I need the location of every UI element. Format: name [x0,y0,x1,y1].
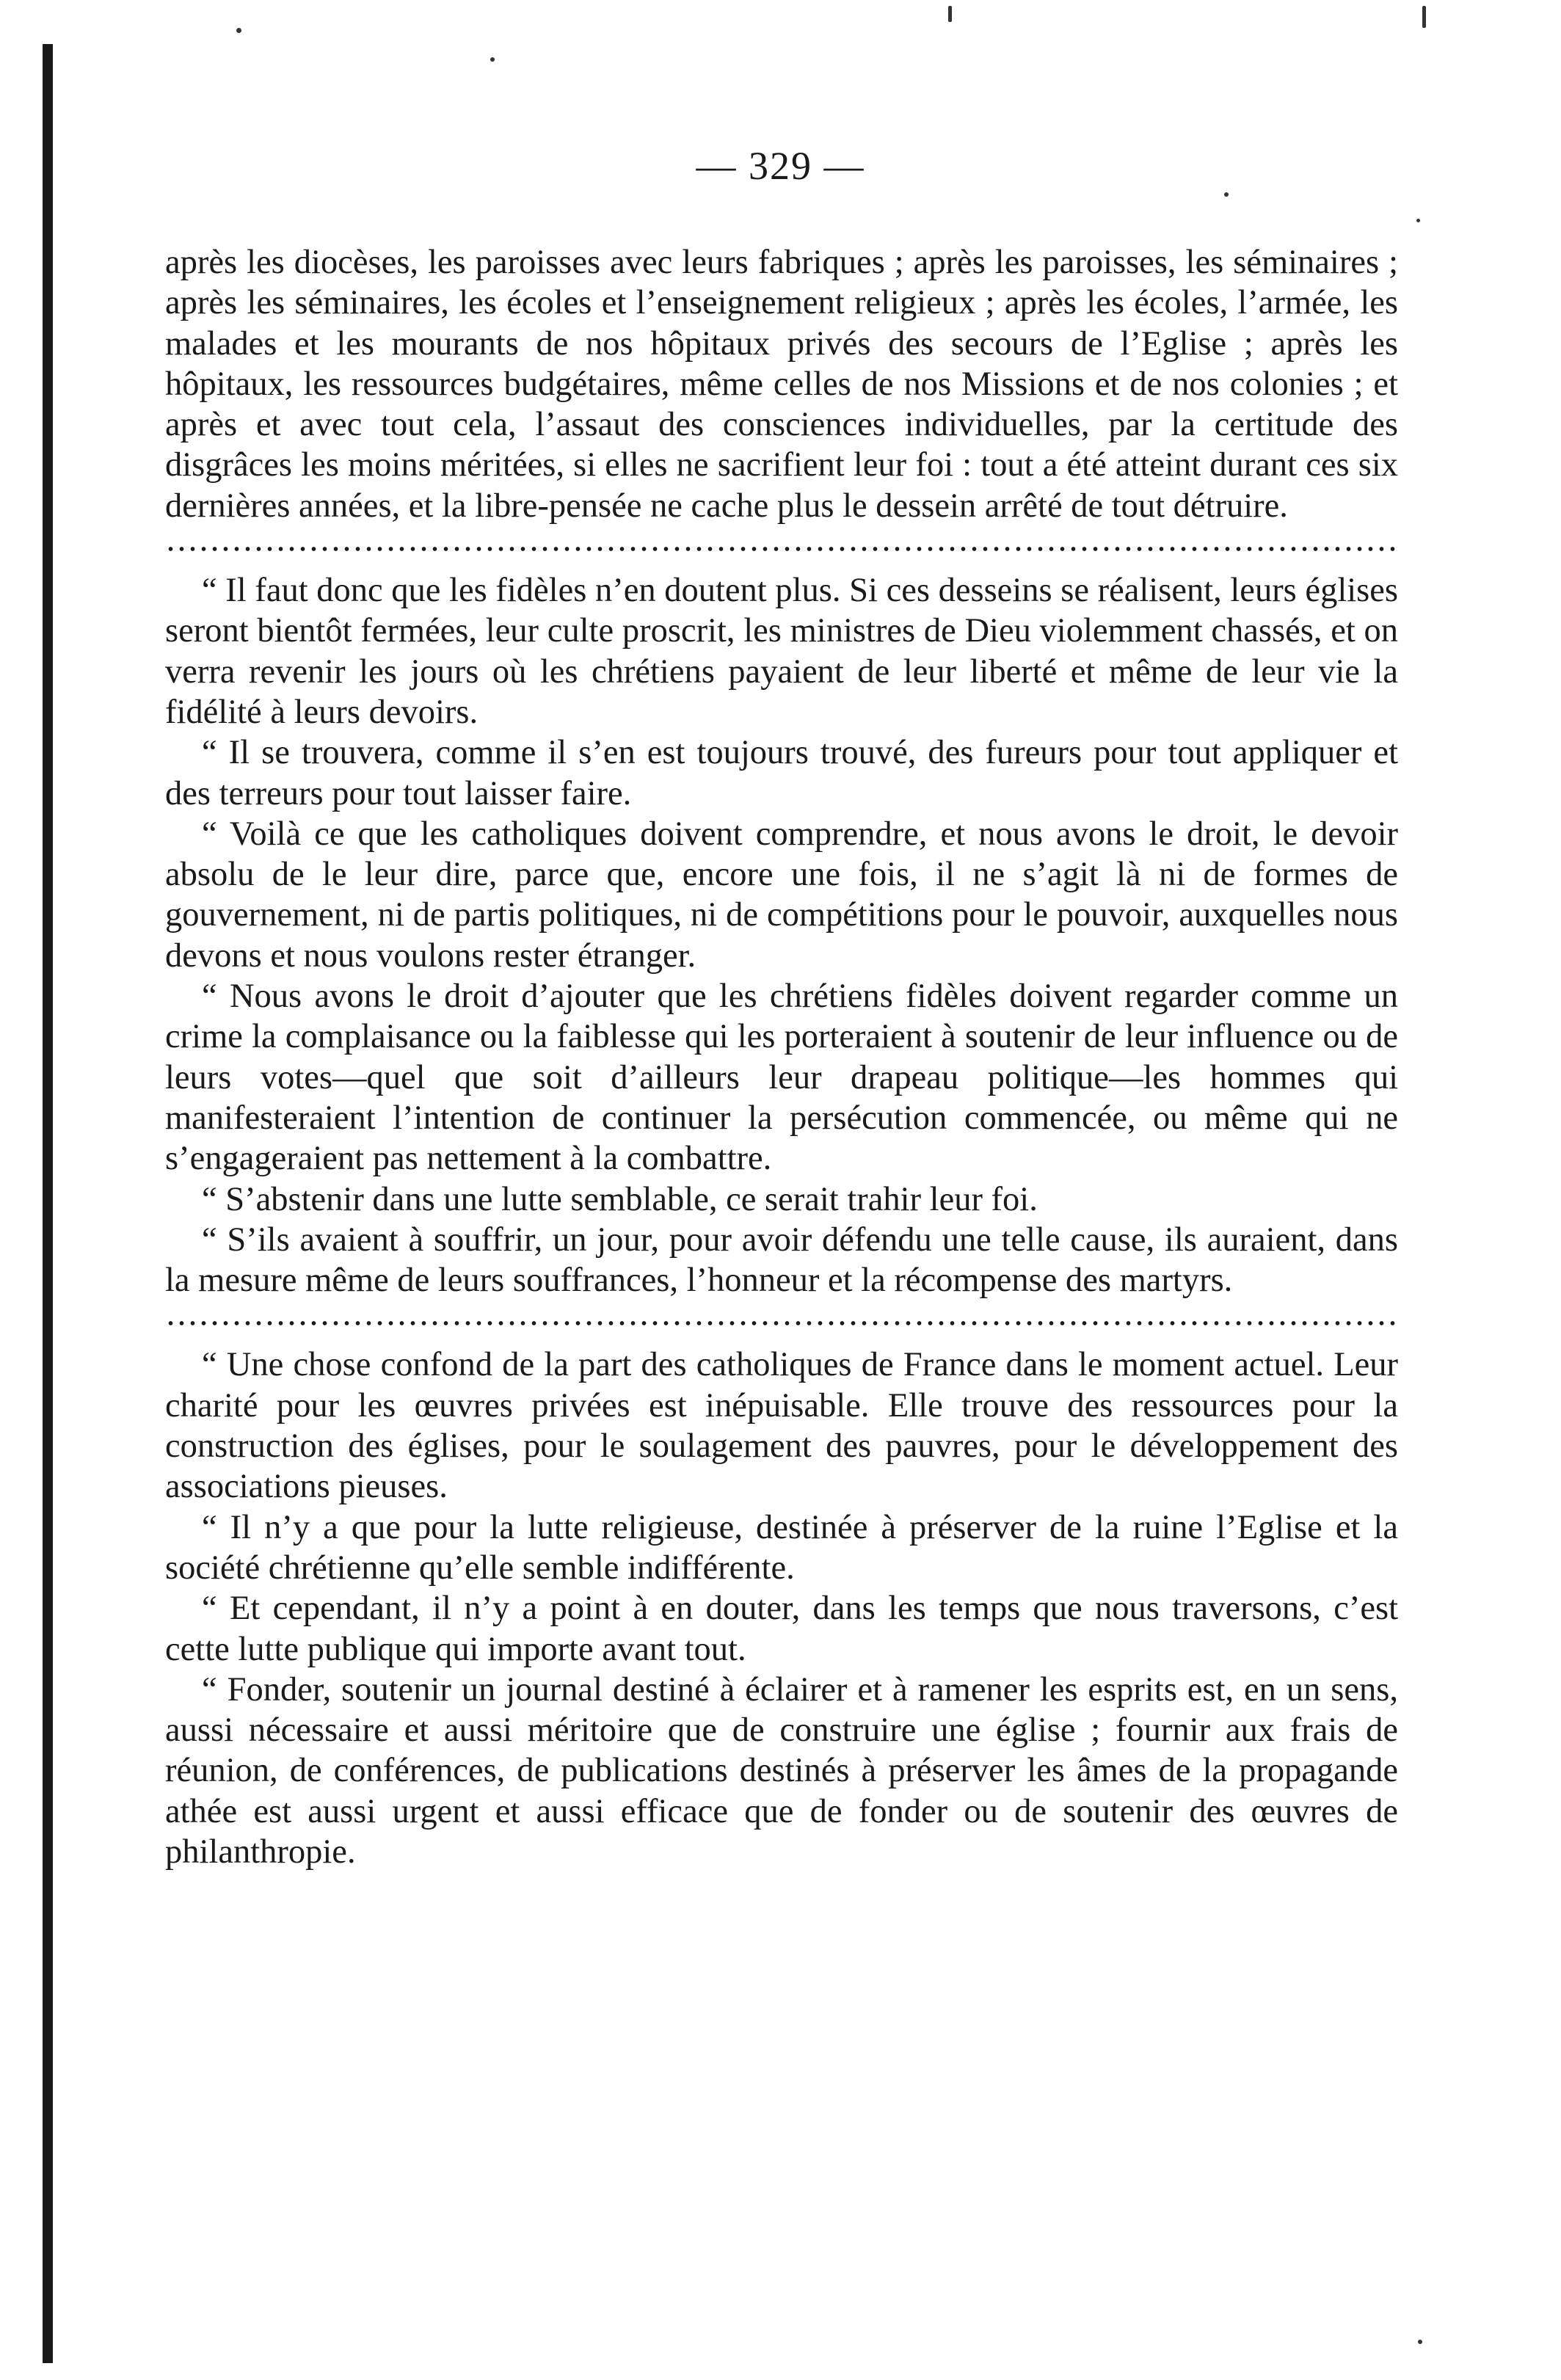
ink-speck [948,6,952,22]
paragraph: “ Une chose confond de la part des catholiques de France dans le moment actuel. Leur charité pour les œuvres privées est inépuisable. Elle trouve des ressources pour la construction des églises, pour le soulagement des pauvres, pour le développement des associations pieuses. [165,1346,1398,1506]
paragraph: “ Il faut donc que les fidèles n’en doutent plus. Si ces desseins se réalisent, leurs églises seront bientôt fermées, leur culte proscrit, les ministres de Dieu violemment chassés, et on verra revenir les jours où les chrétiens payaient de leur liberté et même de leur vie la fidélité à leurs devoirs. [165,572,1398,731]
paragraph: “ S’abstenir dans une lutte semblable, ce serait trahir leur foi. [202,1180,1038,1218]
dotted-separator [165,528,1398,569]
ink-speck [1416,219,1420,222]
ink-speck [1224,192,1229,197]
ink-speck [490,57,495,62]
paragraph: “ Nous avons le droit d’ajouter que les chrétiens fidèles doivent regarder comme un crime la complaisance ou la faiblesse qui les porteraient à soutenir de leur influence ou de leurs votes—quel que soit d’ailleurs leur drapeau politique—les hommes qui manifesteraient l’intention de continuer la persécution commencée, ou même qui ne s’engageraient pas nettement à la combattre. [165,978,1398,1178]
body-text [165,242,1398,1872]
ink-speck [1418,2340,1422,2344]
paragraph: “ Fonder, soutenir un journal destiné à éclairer et à ramener les esprits est, en un sens, aussi nécessaire et aussi méritoire que de construire une église ; fournir aux frais de réunion, de conférences, de publications destinés à préserver les âmes de la propagande athée est aussi urgent et aussi efficace que de fonder ou de soutenir des œuvres de philanthropie. [165,1670,1398,1871]
page-edge-shadow [43,44,53,2363]
paragraph: “ Et cependant, il n’y a point à en douter, dans les temps que nous traversons, c’est cette lutte publique qui importe avant tout. [165,1590,1398,1668]
paragraph: “ S’ils avaient à souffrir, un jour, pour avoir défendu une telle cause, ils auraient, dans la mesure même de leurs souffrances, l’honneur et la récompense des martyrs. [165,1220,1398,1300]
paragraph: “ Il se trouvera, comme il s’en est toujours trouvé, des fureurs pour tout appliquer et des terreurs pour tout laisser faire. [165,734,1398,812]
paragraph: après les diocèses, les paroisses avec leurs fabriques ; après les paroisses, les séminaires ; après les séminaires, les écoles et l’enseignement religieux ; après les écoles, l’armée, les malades et les mourants de nos hôpitaux privés des secours de l’Eglise ; après les hôpitaux, les ressources budgétaires, même celles de nos Missions et de nos colonies ; et après et avec tout cela, l’assaut des consciences individuelles, par la certitude des disgrâces les moins méritées, si elles ne sacrifient leur foi : tout a été atteint durant ces six dernières années, et la libre-pensée ne cache plus le dessein arrêté de tout détruire. [165,244,1398,525]
page-number: — 329 — [696,144,865,188]
ink-speck [236,28,241,33]
dotted-separator [165,1302,1398,1343]
paragraph: “ Voilà ce que les catholiques doivent comprendre, et nous avons le droit, le devoir absolu de le leur dire, parce que, encore une fois, il ne s’agit là ni de formes de gouvernement, ni de partis politiques, ni de compétitions pour le pouvoir, auxquelles nous devons et nous voulons rester étranger. [165,815,1398,975]
ink-speck [1422,6,1426,28]
paragraph: “ Il n’y a que pour la lutte religieuse, destinée à préserver de la ruine l’Eglise et la société chrétienne qu’elle semble indifférente. [165,1508,1398,1587]
